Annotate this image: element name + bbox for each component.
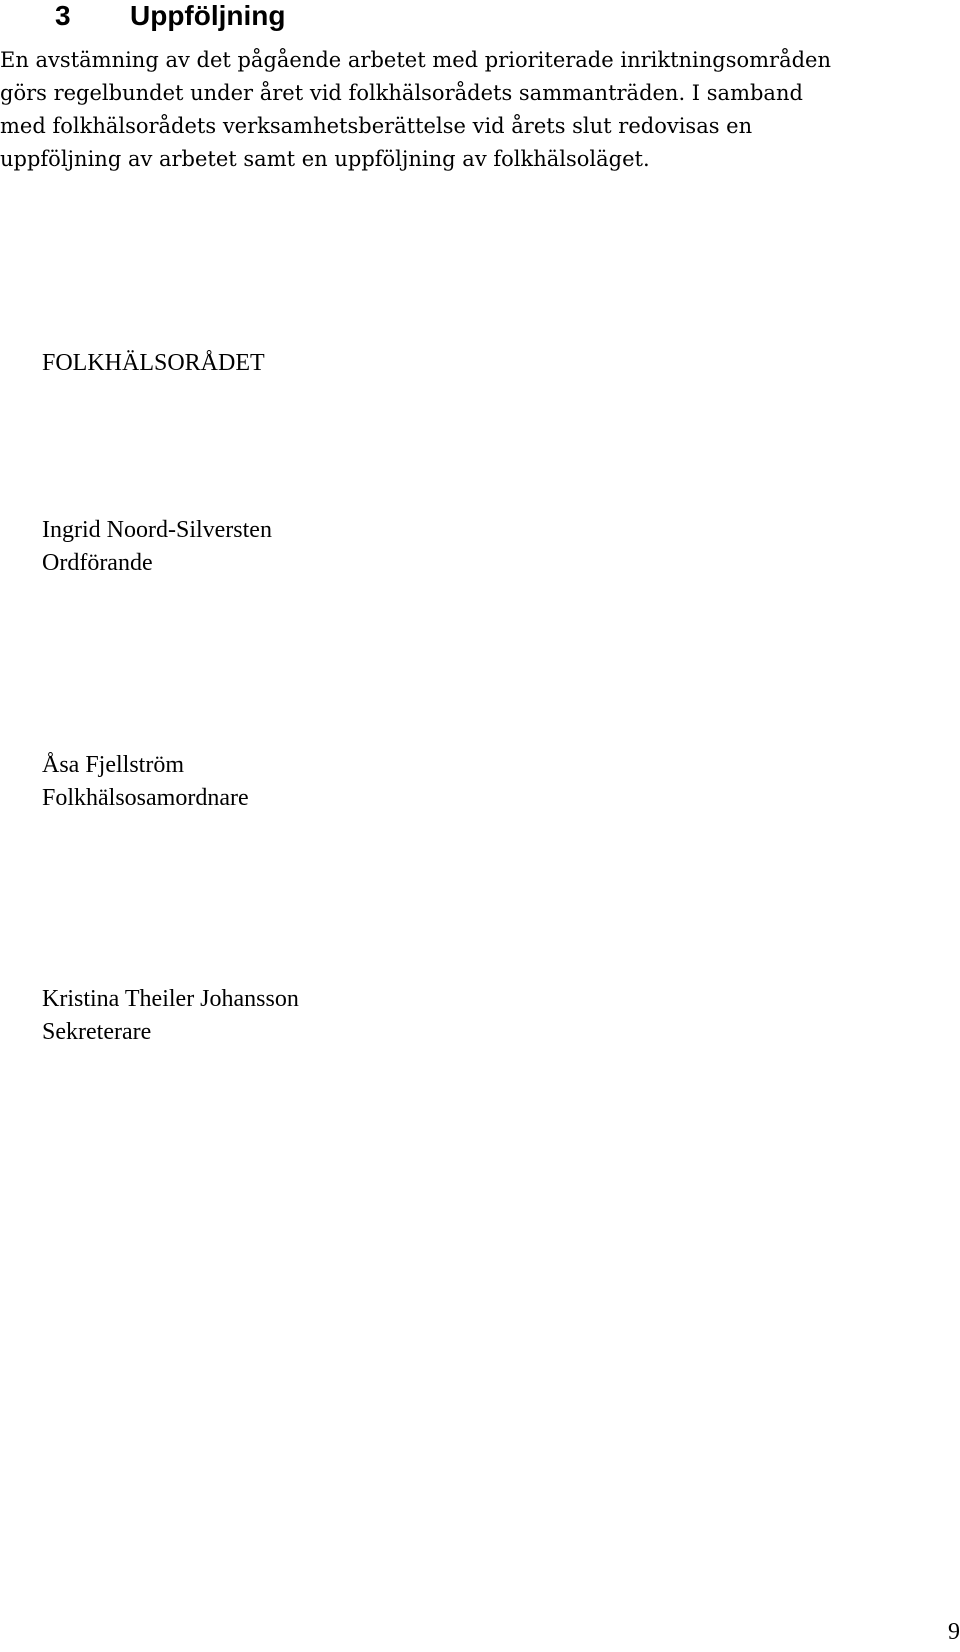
signatory-name: Åsa Fjellström bbox=[42, 752, 184, 778]
signatory-role: Folkhälsosamordnare bbox=[42, 785, 249, 811]
paragraph-line: görs regelbundet under året vid folkhälsorådets sammanträden. I samband bbox=[0, 81, 803, 105]
signatory-name: Kristina Theiler Johansson bbox=[42, 986, 299, 1012]
signature-block-chair bbox=[42, 514, 272, 580]
paragraph-line: En avstämning av det pågående arbetet med prioriterade inriktningsområden bbox=[0, 48, 832, 72]
section-title: Uppföljning bbox=[130, 0, 286, 31]
signatory-role: Sekreterare bbox=[42, 1019, 152, 1045]
signature-block-coordinator bbox=[42, 749, 249, 815]
organization-name: FOLKHÄLSORÅDET bbox=[42, 350, 265, 376]
signature-block-secretary bbox=[42, 983, 299, 1049]
paragraph-line: med folkhälsorådets verksamhetsberättelse vid årets slut redovisas en bbox=[0, 114, 753, 138]
body-paragraph bbox=[0, 44, 960, 176]
signatory-role: Ordförande bbox=[42, 550, 153, 576]
page-number: 9 bbox=[948, 1619, 960, 1645]
signatory-name: Ingrid Noord-Silversten bbox=[42, 517, 272, 543]
paragraph-line: uppföljning av arbetet samt en uppföljning av folkhälsoläget. bbox=[0, 147, 650, 171]
section-number: 3 bbox=[55, 0, 71, 31]
